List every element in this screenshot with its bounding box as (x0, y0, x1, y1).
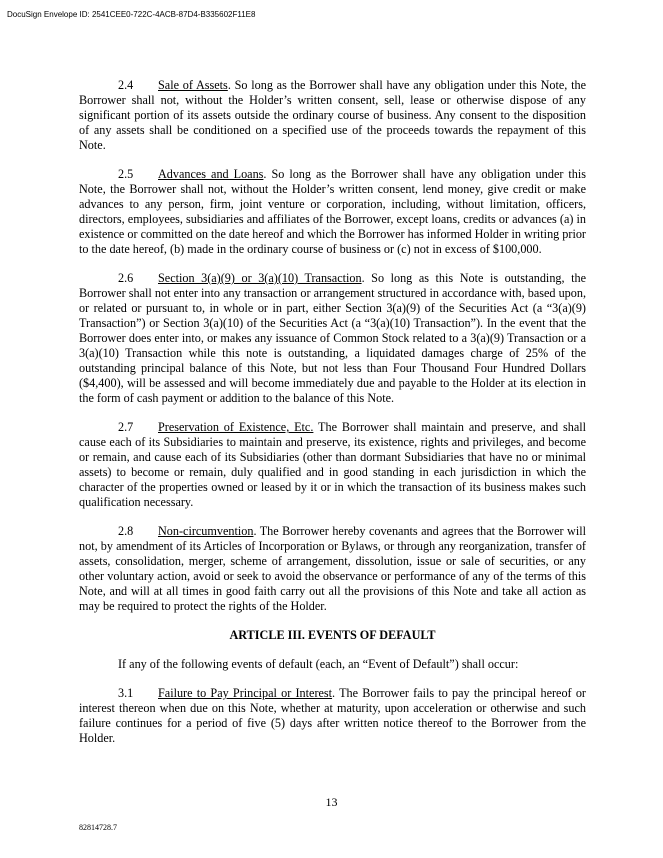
section-number: 2.8 (118, 524, 134, 538)
section-heading: Failure to Pay Principal or Interest (158, 686, 333, 700)
section-text: . The Borrower hereby covenants and agrees that the Borrower will not, by amendment of its Articles of Incorporation or Bylaws, or through any reorganization, transfer of assets, consolidation, merger, scheme of arrangement, dissolution, issue or sale of securities, or any other voluntary action, avoid or seek to avoid the observance or performance of any of the terms of this Note, and will at all times in good faith carry out all the provisions of this Note and take all action as may be required to protect the rights of the Holder. (79, 524, 586, 613)
section-2-8 (79, 524, 586, 614)
article-intro: If any of the following events of default (each, an “Event of Default”) shall occur: (118, 657, 519, 671)
section-heading: Section 3(a)(9) or 3(a)(10) Transaction (158, 271, 362, 285)
section-number: 2.6 (118, 271, 134, 285)
section-number: 2.7 (118, 420, 134, 434)
section-heading: Preservation of Existence, Etc. (158, 420, 314, 434)
section-number: 2.5 (118, 167, 134, 181)
section-2-7 (79, 420, 586, 510)
article-title: ARTICLE III. EVENTS OF DEFAULT (229, 628, 436, 642)
section-2-4 (79, 78, 586, 153)
docusign-envelope-id: DocuSign Envelope ID: 2541CEE0-722C-4ACB-87D4-B335602F11E8 (7, 10, 256, 19)
section-text: . So long as the Borrower shall have any obligation under this Note, the Borrower shall not, without the Holder’s written consent, lend money, give credit or make advances to any person, firm, joint venture or corporation, including, without limitation, officers, directors, employees, subsidiaries and affiliates of the Borrower, except loans, credits or advances (a) in existence or committed on the date hereof and which the Borrower has informed Holder in writing prior to the date hereof, (b) made in the ordinary course of business or (c) not in excess of $100,000. (79, 167, 587, 256)
section-heading: Non-circumvention (158, 524, 254, 538)
section-2-6 (79, 271, 586, 406)
section-heading: Sale of Assets (158, 78, 228, 92)
section-text: . So long as this Note is outstanding, the Borrower shall not enter into any transaction or arrangement structured in accordance with, based upon, or related or pursuant to, in whole or in part, either Section 3(a)(9) of the Securities Act (a “3(a)(9) Transaction”) or Section 3(a)(10) of the Securities Act (a “3(a)(10) Transaction”). In the event that the Borrower does enter into, or makes any issuance of Common Stock related to a 3(a)(9) Transaction or a 3(a)(10) Transaction while this note is outstanding, a liquidated damages charge of 25% of the outstanding principal balance of this Note, but not less than Four Thousand Four Hundred Dollars ($4,400), will be assessed and will become immediately due and payable to the Holder at its election in the form of cash payment or addition to the balance of this Note. (79, 271, 587, 405)
section-text: . So long as the Borrower shall have any obligation under this Note, the Borrower shall not, without the Holder’s written consent, sell, lease or otherwise dispose of any significant portion of its assets outside the ordinary course of business. Any consent to the disposition of any assets shall be conditioned on a specified use of the proceeds towards the repayment of this Note. (79, 78, 587, 152)
section-3-1 (79, 686, 586, 746)
document-id: 82814728.7 (79, 823, 117, 832)
document-body (79, 78, 586, 760)
section-text: . The Borrower fails to pay the principal hereof or interest thereon when due on this Note, whether at maturity, upon acceleration or otherwise and such failure continues for a period of five (5) days after written notice thereof to the Borrower from the Holder. (79, 686, 586, 745)
section-heading: Advances and Loans (158, 167, 264, 181)
section-text: The Borrower shall maintain and preserve, and shall cause each of its Subsidiaries to maintain and preserve, its existence, rights and privileges, and become or remain, and cause each of its Subsidiaries (other than dormant Subsidiaries that have no or minimal assets) to become or remain, duly qualified and in good standing in each jurisdiction in which the character of the properties owned or leased by it or in which the transaction of its business makes such qualification necessary. (79, 420, 586, 509)
page-number: 13 (325, 795, 338, 809)
section-2-5 (79, 167, 586, 257)
section-number: 3.1 (118, 686, 134, 700)
section-number: 2.4 (118, 78, 134, 92)
